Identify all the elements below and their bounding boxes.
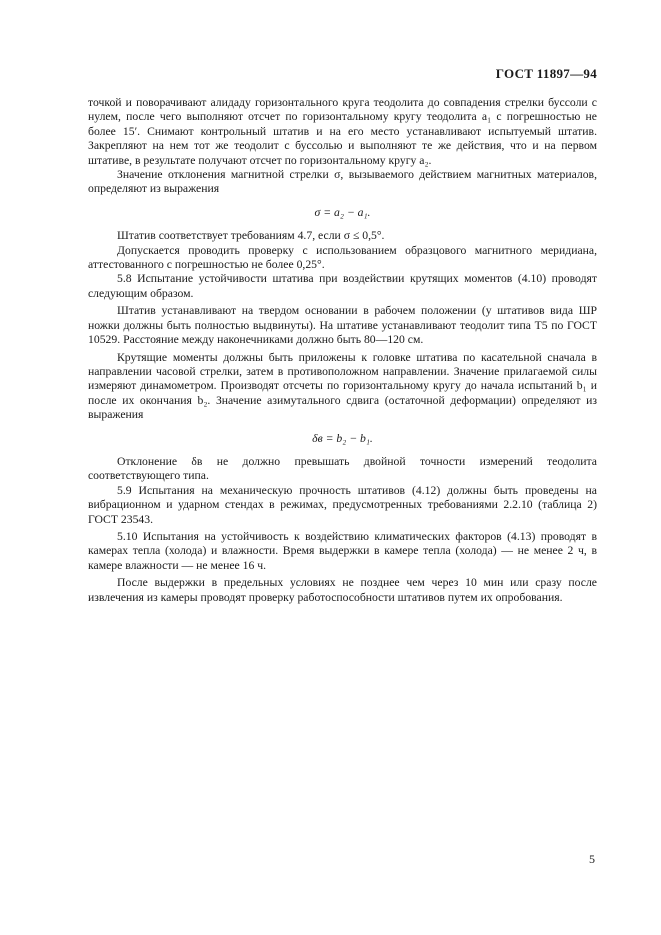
document-body xyxy=(88,96,597,605)
paragraph-9: 5.9 Испытания на механическую прочность штативов (4.12) должны быть проведены на вибрационном и ударном стендах в режимах, предусмотренных требованиями 2.2.10 (таблица 2) ГОСТ 23543. xyxy=(88,483,597,526)
page-number: 5 xyxy=(589,852,595,866)
paragraph-3: Штатив соответствует требованиям 4.7, если σ ≤ 0,5°. xyxy=(117,229,385,243)
paragraph-11: После выдержки в предельных условиях не позднее чем через 10 мин или сразу после извлечения из камеры проводят проверку работоспособности штативов путем их опробования. xyxy=(88,576,597,604)
paragraph-6: Штатив устанавливают на твердом основании в рабочем положении (у штативов вида ШР ножки должны быть полностью выдвинуты). На штативе устанавливают теодолит типа Т5 по ГОСТ 10529. Расстояние между наконечниками должно быть 80—120 см. xyxy=(88,304,597,347)
paragraph-10: 5.10 Испытания на устойчивость к воздействию климатических факторов (4.13) проводят в камерах тепла (холода) и влажности. Время выдержки в камере тепла (холода) — не менее 2 ч, в камере влажности — не менее 16 ч. xyxy=(88,529,597,572)
formula-sigma: σ = a₂ − a₁. xyxy=(314,205,371,219)
paragraph-7: Крутящие моменты должны быть приложены к головке штатива по касательной сначала в направлении часовой стрелки, затем в противоположном направлении. Значение прилагаемой силы измеряют динамометром. Производят отсчеты по горизонтальному кругу до начала испытаний b₁ и после их окончания b₂. Значение азимутального сдвига (остаточной деформации) определяют из выражения xyxy=(88,350,597,422)
paragraph-4: Допускается проводить проверку с использованием образцового магнитного меридиана, аттестованного с погрешностью не более 0,25°. xyxy=(88,243,597,272)
formula-delta: δв = b₂ − b₁. xyxy=(312,431,373,445)
paragraph-8: Отклонение δв не должно превышать двойной точности измерений теодолита соответствующего типа. xyxy=(88,454,597,483)
paragraph-1: точкой и поворачивают алидаду горизонтального круга теодолита до совпадения стрелки буссоли с нулем, после чего выполняют отсчет по горизонтальному кругу теодолита a₁ с погрешностью не более 15′. Снимают контрольный штатив и на его место устанавливают испытуемый штатив. Закрепляют на нем тот же теодолит с буссолью и выполняют те же действия, что и на первом штативе, в результате получают отсчет по горизонтальному кругу a₂. xyxy=(88,96,597,167)
paragraph-5: 5.8 Испытание устойчивости штатива при воздействии крутящих моментов (4.10) проводят следующим образом. xyxy=(88,272,597,300)
document-header: ГОСТ 11897—94 xyxy=(495,66,597,81)
paragraph-2: Значение отклонения магнитной стрелки σ, вызываемого действием магнитных материалов, определяют из выражения xyxy=(88,168,597,196)
